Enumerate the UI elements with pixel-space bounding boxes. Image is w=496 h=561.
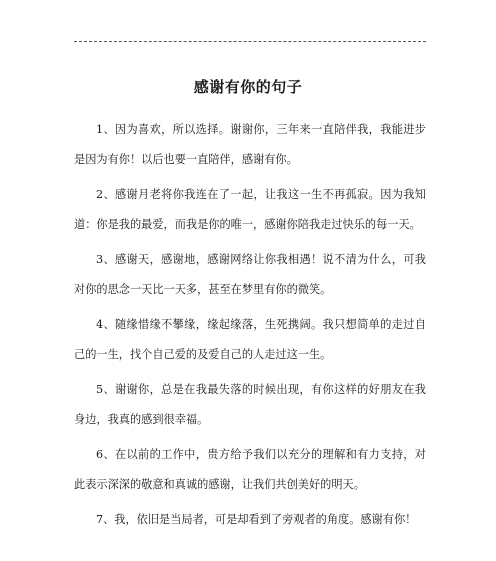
header-dashed-rule — [74, 41, 426, 42]
paragraph-6: 6、在以前的工作中，贵方给予我们以充分的理解和有力支持，对此表示深深的敬意和真诚的感谢，让我们共创美好的明天。 — [74, 448, 426, 491]
paragraph-3: 3、感谢天，感谢地，感谢网络让你我相遇！说不清为什么，可我对你的思念一天比一天多，甚至在梦里有你的微笑。 — [74, 253, 426, 296]
document-body — [74, 115, 426, 540]
paragraph-2: 2、感谢月老将你我连在了一起，让我这一生不再孤寂。因为我知道：你是我的最爱，而我是你的唯一，感谢你陪我走过快乐的每一天。 — [74, 188, 426, 231]
paragraph-1: 1、因为喜欢，所以选择。谢谢你，三年来一直陪伴我，我能进步是因为有你！以后也要一直陪伴，感谢有你。 — [74, 123, 426, 166]
paragraph-5: 5、谢谢你，总是在我最失落的时候出现，有你这样的好朋友在我身边，我真的感到很幸福。 — [74, 383, 426, 426]
document-title: 感谢有你的句子 — [193, 78, 303, 96]
paragraph-7: 7、我，依旧是当局者，可是却看到了旁观者的角度。感谢有你！ — [96, 513, 417, 526]
paragraph-4: 4、随缘惜缘不攀缘，缘起缘落，生死携阔。我只想简单的走过自己的一生，找个自己爱的及爱自己的人走过这一生。 — [74, 318, 426, 361]
